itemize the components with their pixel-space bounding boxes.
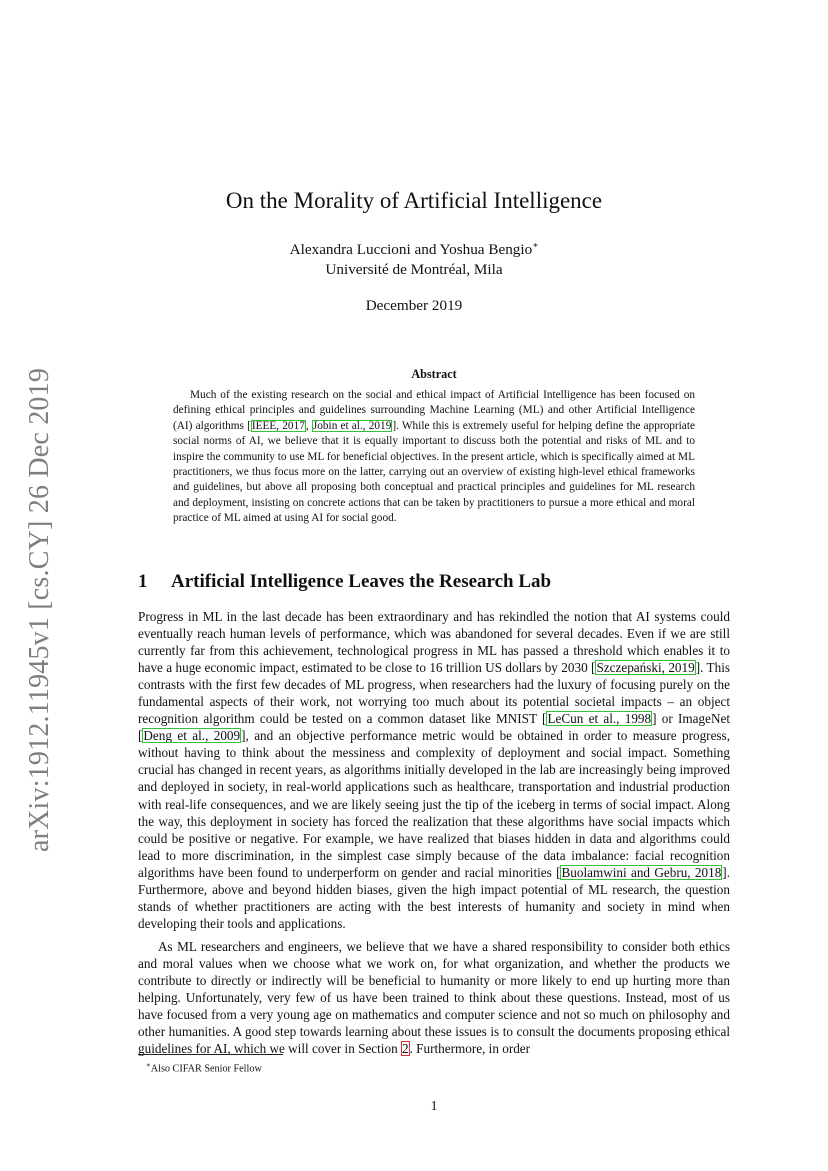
section-heading: [138, 570, 551, 594]
abstract-heading: Abstract: [411, 367, 457, 381]
abstract-body: [173, 388, 695, 527]
footnote-text: Also CIFAR Senior Fellow: [150, 1063, 262, 1075]
paragraph: [138, 938, 730, 1057]
footnote: [146, 1059, 262, 1075]
paragraph-text: Progress in ML in the last decade has been extraordinary and has rekindled the notion that AI systems could eventually reach human levels of performance, which was abandoned for several decades. Even if we are still currently far from this achievement, technological progress in ML has passed a threshold which enables it to have a huge economic impact, estimated to be close to 16 trillion US dollars by 2030 [: [138, 609, 730, 676]
paper-title: On the Morality of Artificial Intelligence: [225, 188, 603, 213]
citation-link[interactable]: IEEE, 2017: [251, 419, 305, 432]
section-title: Artificial Intelligence Leaves the Research Lab: [171, 571, 552, 592]
affiliation: Université de Montréal, Mila: [325, 261, 503, 278]
citation-link[interactable]: Jobin et al., 2019: [312, 419, 392, 432]
paragraph-text: ]. This contrasts with the first few decades of ML progress, when researchers had the luxury of focusing purely on the fundamental aspects of their work, not worrying too much about its potential societal impacts – an object recognition algorithm could be tested on a common dataset like MNIST [: [138, 660, 730, 727]
section-reference-link[interactable]: 2: [401, 1041, 409, 1057]
footnote-mark: ∗: [146, 1061, 151, 1069]
footnote-divider: [138, 1054, 283, 1055]
section-body: [138, 608, 730, 1057]
page-number: 1: [430, 1098, 438, 1113]
author-names: Alexandra Luccioni and Yoshua Bengio: [289, 241, 533, 258]
abstract-text-2: ]. While this is extremely useful for helping define the appropriate social norms of AI, we believe that it is equally important to discuss both the potential and risks of ML and to inspire the community to use ML for beneficial objectives. In the present article, which is specifically aimed at ML practitioners, we thus focus more on the latter, carrying out an overview of existing high-level ethical frameworks and guidelines, but above all proposing both conceptual and practical principles and guidelines for ML research and deployment, insisting on concrete actions that can be taken by practitioners to pursue a more ethical and moral practice of ML aimed at using AI for social good.: [173, 419, 695, 525]
citation-link[interactable]: Buolamwini and Gebru, 2018: [561, 864, 722, 880]
paragraph-text: ], and an objective performance metric would be obtained in order to measure progress, without having to think about the messiness and complexity of deployment and social impact. Something crucial has changed in recent years, as algorithms initially developed in the lab are increasingly being improved and deployed in society, in real-world applications such as healthcare, transportation and industrial production with real-life consequences, and we are likely seeing just the tip of the iceberg in terms of social impact. Along the way, this deployment in society has forced the realization that these algorithms have social impacts which could be positive or negative. For example, we have realized that biases hidden in data and algorithms could lead to more discrimination, in the simplest case simply because of the data imbalance: facial recognition algorithms have been found to underperform on gender and racial minorities [: [138, 728, 730, 880]
author-footnote-mark[interactable]: ∗: [532, 239, 539, 250]
abstract-text-1: Much of the existing research on the social and ethical impact of Artificial Intelligence has been focused on defining ethical principles and guidelines surrounding Machine Learning (ML) and other Artificial Intelligence (AI) algorithms [: [173, 389, 695, 432]
paragraph-text: As ML researchers and engineers, we believe that we have a shared responsibility to consider both ethics and moral values when we choose what we work on, for what organization, and whether the products we contribute to directly or indirectly will be beneficial to humanity or more likely to end up hurting more than helping. Unfortunately, very few of us have been trained to think about these questions. Instead, most of us have focused from a very young age on mathematics and computer science and not so much on philosophy and other humanities. A good step towards learning about these issues is to consult the documents proposing ethical guidelines for AI, which we will cover in Section: [138, 938, 730, 1057]
author-line: [0, 240, 828, 260]
citation-link[interactable]: LeCun et al., 1998: [547, 711, 652, 727]
paragraph: [138, 608, 730, 932]
paragraph-text: . Furthermore, in order: [409, 1041, 531, 1057]
arxiv-identifier: arXiv:1912.11945v1 [cs.CY] 26 Dec 2019: [24, 367, 56, 853]
citation-link[interactable]: Deng et al., 2009: [143, 728, 241, 744]
paragraph-text: ] or ImageNet [: [138, 711, 730, 744]
citation-link[interactable]: Szczepański, 2019: [596, 660, 695, 676]
citation-separator: ,: [305, 419, 312, 432]
paragraph-text: ]. Furthermore, above and beyond hidden biases, given the high impact potential of ML research, the question stands of whether practitioners are acting with the best interests of humanity and society in mind when developing their tools and applications.: [138, 864, 730, 931]
arxiv-stamp: [20, 360, 60, 860]
section-number: 1: [138, 571, 148, 592]
paper-date: December 2019: [365, 297, 463, 314]
